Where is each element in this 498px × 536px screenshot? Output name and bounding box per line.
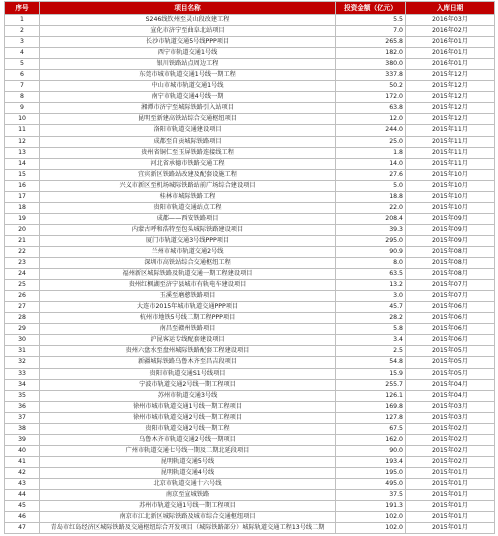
row-entry-date: 2015年08月	[406, 269, 495, 280]
row-investment-amount: 3.0	[336, 291, 406, 302]
row-entry-date: 2015年12月	[406, 103, 495, 114]
row-investment-amount: 5.8	[336, 324, 406, 335]
row-investment-amount: 5.0	[336, 180, 406, 191]
row-index: 36	[5, 401, 40, 412]
row-index: 32	[5, 357, 40, 368]
row-entry-date: 2015年02月	[406, 434, 495, 445]
row-investment-amount: 50.2	[336, 81, 406, 92]
row-index: 24	[5, 269, 40, 280]
table-row	[5, 269, 495, 280]
table-row	[5, 169, 495, 180]
row-project-name: 徐州市城市轨道交通1号线一期工程项目	[40, 401, 336, 412]
row-project-name: 广州市轨道交通七号线一期及二期北延段项目	[40, 445, 336, 456]
row-investment-amount: 169.8	[336, 401, 406, 412]
row-project-name: 贵州红枫湖至济宁县城市有轨电车建设项目	[40, 280, 336, 291]
row-project-name: 河北省承德市铁路交通工程	[40, 158, 336, 169]
row-entry-date: 2015年07月	[406, 291, 495, 302]
row-investment-amount: 162.0	[336, 434, 406, 445]
table-row	[5, 125, 495, 136]
row-project-name: 青岛市红岛经济区城际铁路及交通枢纽综合开发项目（城际铁路部分）城际轨道交通工程13号线二期	[40, 523, 336, 534]
row-project-name: 西宁市轨道交通1号线	[40, 48, 336, 59]
row-investment-amount: 63.5	[336, 269, 406, 280]
row-project-name: 南宁市轨道交通4号线一期	[40, 92, 336, 103]
row-project-name: 苏州市轨道交通1号线一期工程项目	[40, 501, 336, 512]
row-investment-amount: 1.8	[336, 147, 406, 158]
row-investment-amount: 14.0	[336, 158, 406, 169]
row-investment-amount: 45.7	[336, 302, 406, 313]
table-row	[5, 235, 495, 246]
row-index: 18	[5, 202, 40, 213]
row-investment-amount: 90.0	[336, 445, 406, 456]
row-project-name: 沪昆客运专线配套建设项目	[40, 335, 336, 346]
table-row	[5, 291, 495, 302]
row-index: 39	[5, 434, 40, 445]
row-investment-amount: 67.5	[336, 423, 406, 434]
row-index: 21	[5, 235, 40, 246]
row-project-name: 大连市2015年城市轨道交通PPP项目	[40, 302, 336, 313]
row-entry-date: 2016年01月	[406, 59, 495, 70]
row-investment-amount: 37.5	[336, 490, 406, 501]
table-row	[5, 37, 495, 48]
row-entry-date: 2016年03月	[406, 15, 495, 26]
row-entry-date: 2015年04月	[406, 390, 495, 401]
row-index: 37	[5, 412, 40, 423]
row-index: 6	[5, 70, 40, 81]
table-row	[5, 401, 495, 412]
row-investment-amount: 127.8	[336, 412, 406, 423]
row-investment-amount: 255.7	[336, 379, 406, 390]
row-investment-amount: 380.0	[336, 59, 406, 70]
row-index: 22	[5, 246, 40, 257]
table-body	[5, 15, 495, 534]
row-investment-amount: 195.0	[336, 467, 406, 478]
row-index: 4	[5, 48, 40, 59]
row-investment-amount: 244.0	[336, 125, 406, 136]
row-entry-date: 2015年09月	[406, 213, 495, 224]
row-project-name: 宁波市轨道交通2号线一期工程项目	[40, 379, 336, 390]
row-project-name: 贵阳市轨道交通S1号线项目	[40, 368, 336, 379]
row-index: 30	[5, 335, 40, 346]
row-investment-amount: 191.3	[336, 501, 406, 512]
row-index: 20	[5, 224, 40, 235]
row-investment-amount: 63.8	[336, 103, 406, 114]
row-project-name: 中山市城市轨道交通1号线	[40, 81, 336, 92]
table-row	[5, 92, 495, 103]
row-entry-date: 2015年10月	[406, 191, 495, 202]
row-entry-date: 2015年06月	[406, 324, 495, 335]
row-investment-amount: 13.2	[336, 280, 406, 291]
row-entry-date: 2015年12月	[406, 70, 495, 81]
row-entry-date: 2015年09月	[406, 235, 495, 246]
table-row	[5, 15, 495, 26]
row-project-name: 贵州六盘水至盘州城际铁路配套工程建设项目	[40, 346, 336, 357]
row-entry-date: 2015年07月	[406, 280, 495, 291]
table-row	[5, 180, 495, 191]
header-project-name: 项目名称	[40, 2, 336, 15]
row-investment-amount: 193.4	[336, 456, 406, 467]
table-row	[5, 213, 495, 224]
row-index: 35	[5, 390, 40, 401]
project-table	[4, 1, 495, 534]
row-entry-date: 2015年03月	[406, 412, 495, 423]
row-entry-date: 2016年01月	[406, 37, 495, 48]
row-index: 34	[5, 379, 40, 390]
table-row	[5, 390, 495, 401]
row-entry-date: 2015年08月	[406, 246, 495, 257]
row-entry-date: 2015年06月	[406, 335, 495, 346]
row-index: 7	[5, 81, 40, 92]
table-row	[5, 280, 495, 291]
row-investment-amount: 337.8	[336, 70, 406, 81]
row-project-name: 苏州市轨道交通3号线	[40, 390, 336, 401]
row-project-name: 昆明轨道交通5号线	[40, 456, 336, 467]
row-index: 46	[5, 512, 40, 523]
row-project-name: 玉溪至磨憨铁路项目	[40, 291, 336, 302]
row-entry-date: 2015年02月	[406, 456, 495, 467]
row-entry-date: 2015年05月	[406, 357, 495, 368]
table-row	[5, 357, 495, 368]
row-entry-date: 2015年05月	[406, 346, 495, 357]
table-row	[5, 48, 495, 59]
table-row	[5, 114, 495, 125]
table-row	[5, 136, 495, 147]
row-entry-date: 2016年02月	[406, 26, 495, 37]
row-index: 11	[5, 125, 40, 136]
row-index: 28	[5, 313, 40, 324]
row-investment-amount: 54.8	[336, 357, 406, 368]
row-index: 44	[5, 490, 40, 501]
header-index: 序号	[5, 2, 40, 15]
row-project-name: 长沙市轨道交通5号线PPP项目	[40, 37, 336, 48]
row-entry-date: 2016年01月	[406, 48, 495, 59]
row-entry-date: 2015年04月	[406, 379, 495, 390]
table-row	[5, 368, 495, 379]
row-index: 1	[5, 15, 40, 26]
table-row	[5, 313, 495, 324]
row-project-name: 东莞市城市轨道交通1号线一期工程	[40, 70, 336, 81]
row-investment-amount: 27.6	[336, 169, 406, 180]
row-project-name: 贵阳市轨道交通2号线一期工程	[40, 423, 336, 434]
row-index: 15	[5, 169, 40, 180]
row-investment-amount: 39.3	[336, 224, 406, 235]
row-project-name: 兴义市新区至机场城际铁路站前广场综合建设项目	[40, 180, 336, 191]
table-row	[5, 501, 495, 512]
table-row	[5, 147, 495, 158]
row-entry-date: 2015年06月	[406, 302, 495, 313]
row-project-name: 桂林市城际铁路工程	[40, 191, 336, 202]
row-entry-date: 2015年02月	[406, 423, 495, 434]
row-investment-amount: 2.5	[336, 346, 406, 357]
row-index: 25	[5, 280, 40, 291]
table-row	[5, 202, 495, 213]
row-investment-amount: 172.0	[336, 92, 406, 103]
row-index: 41	[5, 456, 40, 467]
table-row	[5, 434, 495, 445]
table-row	[5, 379, 495, 390]
row-project-name: 成都——西安铁路项目	[40, 213, 336, 224]
row-index: 26	[5, 291, 40, 302]
row-investment-amount: 15.9	[336, 368, 406, 379]
table-header-row	[5, 2, 495, 15]
header-entry-date: 入库日期	[406, 2, 495, 15]
row-project-name: 南京至宣城铁路	[40, 490, 336, 501]
row-investment-amount: 295.0	[336, 235, 406, 246]
table-row	[5, 512, 495, 523]
row-index: 14	[5, 158, 40, 169]
table-row	[5, 412, 495, 423]
table-row	[5, 224, 495, 235]
table-row	[5, 478, 495, 489]
row-project-name: 贵州省铜仁至玉屏铁路连接线工程	[40, 147, 336, 158]
row-entry-date: 2015年12月	[406, 81, 495, 92]
row-investment-amount: 495.0	[336, 478, 406, 489]
table-row	[5, 467, 495, 478]
table-row	[5, 456, 495, 467]
row-project-name: 厦门市轨道交通3号线PPP项目	[40, 235, 336, 246]
row-entry-date: 2015年09月	[406, 224, 495, 235]
row-investment-amount: 18.8	[336, 191, 406, 202]
row-index: 29	[5, 324, 40, 335]
row-entry-date: 2015年10月	[406, 180, 495, 191]
row-investment-amount: 102.0	[336, 512, 406, 523]
row-index: 2	[5, 26, 40, 37]
row-project-name: 福州新区城际铁路及轨道交通一期工程建设项目	[40, 269, 336, 280]
row-index: 31	[5, 346, 40, 357]
table-row	[5, 103, 495, 114]
row-index: 33	[5, 368, 40, 379]
row-entry-date: 2015年11月	[406, 125, 495, 136]
row-entry-date: 2015年01月	[406, 478, 495, 489]
row-project-name: 湘潭市济宁至城际铁路引入站项目	[40, 103, 336, 114]
row-project-name: 贵阳市轨道交通站点工程	[40, 202, 336, 213]
row-index: 3	[5, 37, 40, 48]
row-project-name: 新疆城际铁路乌鲁木齐至昌吉段项目	[40, 357, 336, 368]
table-row	[5, 158, 495, 169]
row-investment-amount: 12.0	[336, 114, 406, 125]
table-row	[5, 335, 495, 346]
row-investment-amount: 25.0	[336, 136, 406, 147]
row-project-name: 洛阳市轨道交通建设项目	[40, 125, 336, 136]
table-row	[5, 523, 495, 534]
table-row	[5, 445, 495, 456]
row-index: 8	[5, 92, 40, 103]
row-entry-date: 2015年11月	[406, 147, 495, 158]
row-entry-date: 2015年10月	[406, 169, 495, 180]
table-row	[5, 423, 495, 434]
row-index: 16	[5, 180, 40, 191]
row-project-name: 南昌至赣州铁路项目	[40, 324, 336, 335]
row-index: 42	[5, 467, 40, 478]
row-project-name: 宣化市济宁至曲阜北站项目	[40, 26, 336, 37]
row-index: 23	[5, 258, 40, 269]
row-project-name: 北京市轨道交通十六号线	[40, 478, 336, 489]
row-entry-date: 2015年01月	[406, 523, 495, 534]
row-project-name: 宜宾新区铁路站改建及配套设施工程	[40, 169, 336, 180]
row-index: 40	[5, 445, 40, 456]
row-entry-date: 2015年01月	[406, 512, 495, 523]
row-index: 13	[5, 147, 40, 158]
row-investment-amount: 8.0	[336, 258, 406, 269]
table-row	[5, 490, 495, 501]
row-index: 12	[5, 136, 40, 147]
row-entry-date: 2015年12月	[406, 92, 495, 103]
row-investment-amount: 7.0	[336, 26, 406, 37]
row-index: 43	[5, 478, 40, 489]
table-row	[5, 70, 495, 81]
row-index: 38	[5, 423, 40, 434]
row-entry-date: 2015年10月	[406, 202, 495, 213]
table-row	[5, 302, 495, 313]
table-row	[5, 59, 495, 70]
row-entry-date: 2015年01月	[406, 490, 495, 501]
row-project-name: 深圳市高铁站综合交通枢纽工程	[40, 258, 336, 269]
row-index: 10	[5, 114, 40, 125]
row-index: 19	[5, 213, 40, 224]
row-entry-date: 2015年06月	[406, 313, 495, 324]
table-row	[5, 26, 495, 37]
row-project-name: 徐州市城市轨道交通2号线一期工程项目	[40, 412, 336, 423]
row-entry-date: 2015年08月	[406, 258, 495, 269]
row-project-name: 银川铁路站点周边工程	[40, 59, 336, 70]
row-project-name: 南京市江北新区城际铁路及城市综合交通枢纽项目	[40, 512, 336, 523]
row-investment-amount: 3.4	[336, 335, 406, 346]
row-index: 27	[5, 302, 40, 313]
row-project-name: 昆明至新建高铁站综合交通枢纽项目	[40, 114, 336, 125]
row-investment-amount: 126.1	[336, 390, 406, 401]
row-index: 5	[5, 59, 40, 70]
row-investment-amount: 90.9	[336, 246, 406, 257]
row-entry-date: 2015年01月	[406, 467, 495, 478]
table-row	[5, 346, 495, 357]
row-index: 47	[5, 523, 40, 534]
row-entry-date: 2015年12月	[406, 114, 495, 125]
row-project-name: S246线钦州至灵山段改建工程	[40, 15, 336, 26]
row-entry-date: 2015年03月	[406, 401, 495, 412]
row-investment-amount: 5.5	[336, 15, 406, 26]
row-investment-amount: 102.0	[336, 523, 406, 534]
row-project-name: 内蒙古呼和浩特至包头城际铁路建设项目	[40, 224, 336, 235]
row-entry-date: 2015年05月	[406, 368, 495, 379]
row-index: 9	[5, 103, 40, 114]
table-row	[5, 258, 495, 269]
header-investment-amount: 投资金额（亿元）	[336, 2, 406, 15]
row-project-name: 昆明轨道交通4号线	[40, 467, 336, 478]
row-project-name: 乌鲁木齐市轨道交通2号线一期项目	[40, 434, 336, 445]
row-entry-date: 2015年11月	[406, 136, 495, 147]
row-investment-amount: 22.0	[336, 202, 406, 213]
row-investment-amount: 28.2	[336, 313, 406, 324]
table-row	[5, 191, 495, 202]
row-entry-date: 2015年02月	[406, 445, 495, 456]
table-row	[5, 81, 495, 92]
row-investment-amount: 265.8	[336, 37, 406, 48]
row-project-name: 成都至自贡城际铁路项目	[40, 136, 336, 147]
row-investment-amount: 182.0	[336, 48, 406, 59]
row-index: 17	[5, 191, 40, 202]
table-row	[5, 246, 495, 257]
row-investment-amount: 208.4	[336, 213, 406, 224]
table-row	[5, 324, 495, 335]
row-entry-date: 2015年01月	[406, 501, 495, 512]
row-project-name: 杭州市地铁5号线二期工程PPP项目	[40, 313, 336, 324]
row-entry-date: 2015年11月	[406, 158, 495, 169]
row-index: 45	[5, 501, 40, 512]
row-project-name: 兰州市城市轨道交通2号线	[40, 246, 336, 257]
